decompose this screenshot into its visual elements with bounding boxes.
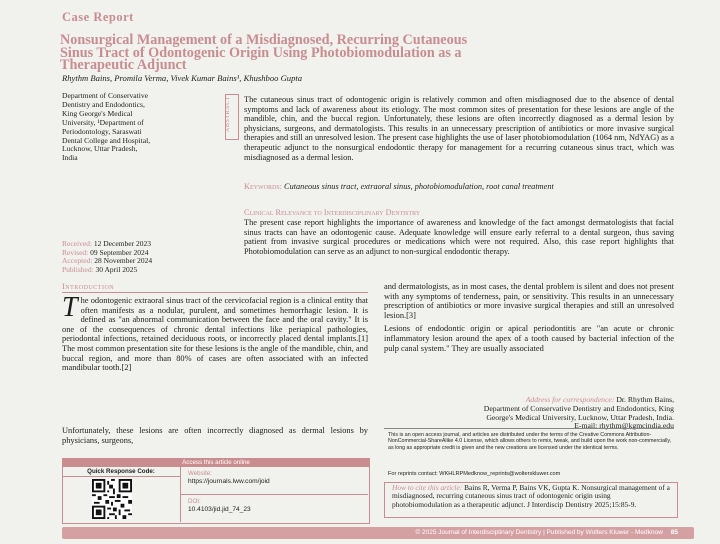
introduction-heading: Introduction [62, 282, 115, 291]
title-line: Sinus Tract of Odontogenic Origin Using Photobiomodulation as a [60, 44, 462, 61]
qr-code-icon [92, 479, 132, 519]
title-line: Therapeutic Adjunct [60, 57, 187, 73]
date-revised: Revised: 09 September 2024 [62, 247, 149, 257]
date-received: Received: 12 December 2023 [62, 239, 151, 248]
divider [384, 428, 674, 429]
keywords-text: Cutaneous sinus tract, extraoral sinus, photobiomodulation, root canal treatment [284, 182, 554, 191]
correspondence-name: Dr. Rhythm Bains, [616, 395, 674, 404]
affiliation-line: Department of Conservative [62, 91, 149, 100]
affiliation [62, 92, 182, 163]
affiliation-line: University, ¹Department of [62, 117, 144, 127]
keywords-label: Keywords: [244, 182, 282, 191]
page-number: 85 [670, 529, 678, 536]
introduction-text: he odontogenic extraoral sinus tract of the cervicofacial region is a clinical entity that often manifests as a nodular, purulent, and sometimes hemorrhagic lesion. It is defined as "an abnormal communication between the face and the oral cavity." It is one of the consequences of chronic dental infections like periapical pathologies, periodontal infections, retained deciduous roots, or incorrectly placed dental implants.[1] The most common presentation site for these lesions is the angle of the mandible, chin, and buccal region, and more than 80% of cases are often associated with an infected mandibular tooth.[2] [62, 296, 368, 373]
keywords [244, 182, 674, 192]
affiliation-line: India [62, 153, 78, 163]
website-link[interactable]: https://journals.lww.com/joid [188, 478, 270, 485]
section-divider [62, 292, 368, 293]
footer [62, 528, 678, 538]
reprints-contact: For reprints contact: WKHLRPMedknow_reprints@wolterskluwer.com [388, 471, 561, 477]
abstract-text: The cutaneous sinus tract of odontogenic origin is relatively common and often misdiagnosed due to the absence of dental symptoms and lack of awareness about its etiology. The most common sites of presentation for these lesions are angle of the mandible, chin, and the buccal region. Unfortunately, these lesions are often incorrectly diagnosed as a dermal lesion by physicians, surgeons, and dermatologists. This results in an unnecessary prescription of antibiotics or more invasive surgical therapies and still an unresolved lesion. The present case highlights the use of laser photobiomodulation (1064 nm, NdYAG) as a therapeutic adjunct to the nonsurgical endodontic therapy for management for a recurring cutaneous sinus tract, which was misdiagnosed as a dermal lesion. [244, 95, 674, 162]
doi-label: DOI: [188, 498, 201, 505]
right-paragraph: and dermatologists, as in most cases, the dental problem is silent and does not present with any symptoms of tenderness, pain, or sensitivity. This results in an unnecessary prescription of antibiotics or more invasive surgical therapies and still an unresolved lesion.[3] [384, 282, 674, 320]
article-type-label: Case Report [62, 10, 134, 24]
affiliation-line: Lucknow, Uttar Pradesh, [62, 144, 138, 154]
website-label: Website: [188, 470, 212, 477]
abstract-tag [225, 94, 239, 140]
article-dates [62, 240, 152, 274]
author-list: Rhythm Bains, Promila Verma, Vivek Kumar Bains¹, Khushboo Gupta [62, 73, 303, 83]
affiliation-line: Dentistry and Endodontics, [62, 99, 145, 109]
affiliation-line: King George's Medical [62, 108, 133, 118]
correspondence-line: Department of Conservative Dentistry and Endodontics, King [483, 403, 674, 413]
article-title [60, 34, 670, 72]
introduction-paragraph-2: Unfortunately, these lesions are often incorrectly diagnosed as dermal lesions by physicians, surgeons, [62, 426, 368, 445]
clinical-relevance-heading: Clinical Relevance to Interdisciplinary Dentistry [244, 208, 421, 217]
footer-text: © 2025 Journal of Interdisciplinary Dentistry | Published by Wolters Kluwer - Medknow [415, 529, 663, 536]
abstract-tag-label: ABSTRACT [225, 95, 232, 133]
citation [392, 484, 672, 509]
correspondence-line: George's Medical University, Lucknow, Uttar Pradesh, India. [486, 412, 674, 422]
doi-link[interactable]: 10.4103/jid.jid_74_23 [188, 506, 251, 513]
date-published: Published: 30 April 2025 [62, 264, 138, 274]
introduction-paragraph [62, 292, 368, 373]
affiliation-line: Dental College and Hospital, [62, 135, 151, 145]
access-heading: Access this article online [62, 458, 370, 467]
citation-text: Bains R, Verma P, Bains VK, Gupta K. Nonsurgical management of a misdiagnosed, recurring cutaneous sinus tract of odontogenic origin using photobiomodulation as a therapeutic adjunct. J Interdiscip Dentistry 2025;15:85-9. [392, 483, 670, 509]
license-text: This is an open access journal, and articles are distributed under the terms of the Creative Commons Attribution-NonCommercial-ShareAlike 4.0 License, which allows others to remix, tweak, and build upon the work non-commercially, as long as appropriate credit is given and the new creations are licensed under the identical terms. [388, 432, 672, 451]
title-line: Nonsurgical Management of a Misdiagnosed, Recurring Cutaneous [60, 32, 468, 48]
divider [180, 494, 368, 495]
affiliation-line: Periodontology, Saraswati [62, 126, 142, 136]
date-accepted: Accepted: 28 November 2024 [62, 256, 153, 265]
clinical-relevance-text: The present case report highlights the importance of awareness and knowledge of the fact amongst dermatologists that facial sinus tracts can have an odontogenic cause. Adequate knowledge will ensure early referral to a dental surgeon, thus saving patient from invasive surgical procedures or medications which were not required. Also, this case report highlights that Photobiomodulation can serve as an adjunct to non-surgical endodontic therapy. [244, 218, 674, 256]
correspondence-label: Address for correspondence: [525, 395, 615, 404]
right-column-text [384, 282, 674, 353]
correspondence-block [384, 396, 674, 431]
qr-label: Quick Response Code: [62, 467, 180, 477]
right-paragraph: Lesions of endodontic origin or apical periodontitis are "an acute or chronic inflammatory lesion around the apex of a tooth caused by bacterial infection of the pulp canal system." They are usually associated [384, 324, 674, 353]
drop-cap: T [62, 292, 78, 323]
citation-label: How to cite this article: [392, 483, 463, 492]
correspondence-email[interactable]: E-mail: rhythm@kgmcindia.edu [574, 421, 674, 431]
